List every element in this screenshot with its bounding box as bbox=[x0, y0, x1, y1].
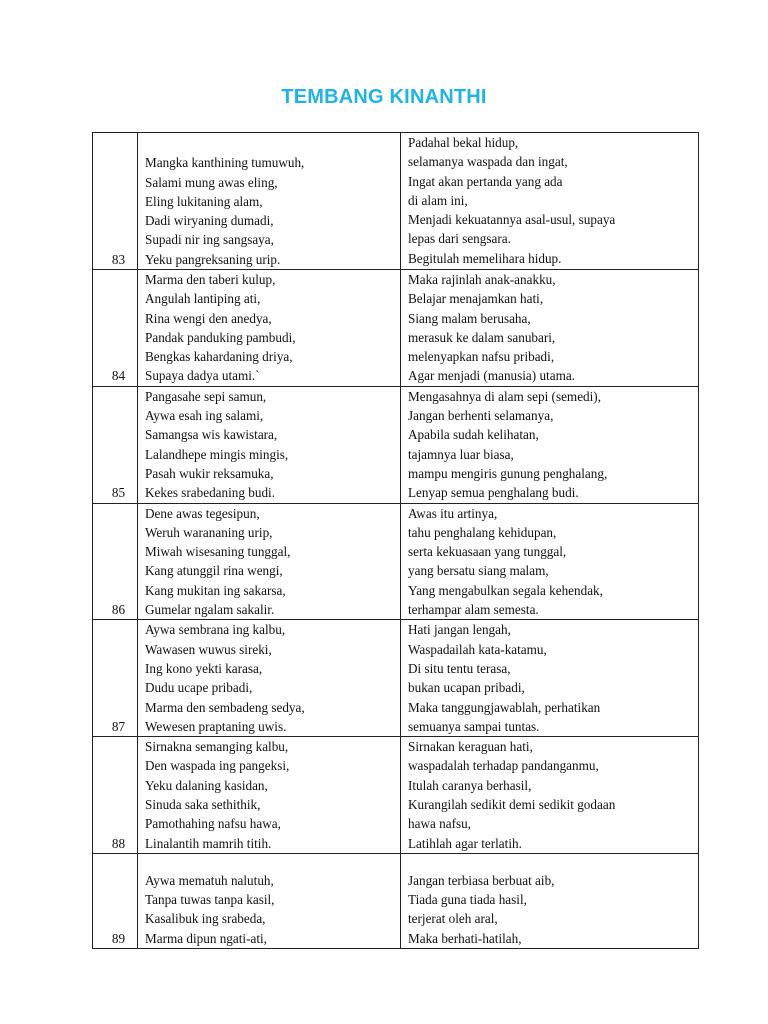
stanza-row bbox=[93, 620, 699, 737]
indonesian-line: Agar menjadi (manusia) utama. bbox=[408, 368, 575, 384]
stanza-number: 86 bbox=[93, 503, 138, 620]
javanese-line: Wewesen praptaning uwis. bbox=[145, 718, 287, 734]
javanese-line: Miwah wisesaning tunggal, bbox=[145, 544, 291, 560]
indonesian-line: Belajar menajamkan hati, bbox=[408, 291, 544, 307]
javanese-line: Supadi nir ing sangsaya, bbox=[145, 232, 274, 248]
javanese-line: Marma dipun ngati-ati, bbox=[145, 930, 267, 946]
javanese-line: Kasalibuk ing srabeda, bbox=[145, 911, 266, 927]
javanese-line: Ing kono yekti karasa, bbox=[145, 660, 263, 676]
stanza-row bbox=[93, 386, 699, 503]
javanese-line: Kang mukitan ing sakarsa, bbox=[145, 582, 286, 598]
javanese-line: Samangsa wis kawistara, bbox=[145, 427, 278, 443]
indonesian-line: serta kekuasaan yang tunggal, bbox=[408, 544, 567, 560]
stanza-row bbox=[93, 270, 699, 387]
indonesian-line: yang bersatu siang malam, bbox=[408, 563, 549, 579]
indonesian-translation-cell bbox=[401, 620, 699, 737]
indonesian-line: Hati jangan lengah, bbox=[408, 622, 511, 638]
indonesian-translation-cell bbox=[401, 270, 699, 387]
indonesian-translation-cell bbox=[401, 386, 699, 503]
javanese-line: Angulah lantiping ati, bbox=[145, 291, 261, 307]
javanese-verse-cell bbox=[138, 503, 401, 620]
indonesian-line: Maka rajinlah anak-anakku, bbox=[408, 272, 556, 287]
indonesian-line: terjerat oleh aral, bbox=[408, 911, 498, 927]
indonesian-line: Awas itu artinya, bbox=[408, 505, 498, 521]
indonesian-translation-cell bbox=[401, 503, 699, 620]
javanese-line: Dene awas tegesipun, bbox=[145, 505, 260, 521]
javanese-line: Rina wengi den anedya, bbox=[145, 310, 272, 326]
javanese-line: Pamothahing nafsu hawa, bbox=[145, 816, 281, 832]
javanese-line: Supaya dadya utami.` bbox=[145, 368, 260, 384]
indonesian-line: Tiada guna tiada hasil, bbox=[408, 892, 527, 908]
javanese-line: Linalantih mamrih titih. bbox=[145, 835, 272, 851]
indonesian-line: Jangan berhenti selamanya, bbox=[408, 408, 554, 424]
indonesian-line: Yang mengabulkan segala kehendak, bbox=[408, 582, 603, 598]
indonesian-line: Waspadailah kata-katamu, bbox=[408, 641, 547, 657]
indonesian-line: lepas dari sengsara. bbox=[408, 231, 511, 247]
stanza-number: 87 bbox=[93, 620, 138, 737]
javanese-verse-cell bbox=[138, 620, 401, 737]
javanese-verse-cell bbox=[138, 737, 401, 854]
javanese-line: Dadi wiryaning dumadi, bbox=[145, 213, 274, 229]
indonesian-line: hawa nafsu, bbox=[408, 816, 471, 832]
indonesian-translation-cell bbox=[401, 853, 699, 948]
indonesian-line: merasuk ke dalam sanubari, bbox=[408, 329, 556, 345]
indonesian-line: Begitulah memelihara hidup. bbox=[408, 250, 562, 266]
indonesian-line: Menjadi kekuatannya asal-usul, supaya bbox=[408, 212, 616, 228]
indonesian-translation-cell bbox=[401, 133, 699, 270]
javanese-line: Yeku pangreksaning urip. bbox=[145, 251, 281, 267]
stanza-number: 83 bbox=[93, 133, 138, 270]
indonesian-line: Padahal bekal hidup, bbox=[408, 135, 519, 150]
javanese-line: Mangka kanthining tumuwuh, bbox=[145, 155, 305, 171]
indonesian-line: Di situ tentu terasa, bbox=[408, 660, 511, 676]
indonesian-line: mampu mengiris gunung penghalang, bbox=[408, 465, 608, 481]
javanese-line: Gumelar ngalam sakalir. bbox=[145, 602, 275, 618]
javanese-line: Kang atunggil rina wengi, bbox=[145, 563, 283, 579]
verse-table bbox=[92, 132, 699, 949]
javanese-line: Sinuda saka sethithik, bbox=[145, 797, 261, 813]
verse-table-body bbox=[93, 133, 699, 949]
javanese-line: Marma den sembadeng sedya, bbox=[145, 699, 305, 715]
javanese-line: Aywa sembrana ing kalbu, bbox=[145, 622, 286, 638]
javanese-line: Tanpa tuwas tanpa kasil, bbox=[145, 892, 275, 908]
javanese-line: Pandak panduking pambudi, bbox=[145, 329, 296, 345]
javanese-line: Eling lukitaning alam, bbox=[145, 193, 263, 209]
stanza-number: 89 bbox=[93, 853, 138, 948]
stanza-number: 84 bbox=[93, 270, 138, 387]
javanese-line: Aywa mematuh nalutuh, bbox=[145, 872, 274, 888]
indonesian-line: Ingat akan pertanda yang ada bbox=[408, 173, 563, 189]
javanese-line: Aywa esah ing salami, bbox=[145, 408, 264, 424]
stanza-number: 85 bbox=[93, 386, 138, 503]
indonesian-line: Latihlah agar terlatih. bbox=[408, 835, 522, 851]
indonesian-line: Maka tanggungjawablah, perhatikan bbox=[408, 699, 601, 715]
indonesian-line: melenyapkan nafsu pribadi, bbox=[408, 349, 555, 365]
indonesian-line: semuanya sampai tuntas. bbox=[408, 718, 540, 734]
javanese-verse-cell bbox=[138, 386, 401, 503]
javanese-verse-cell bbox=[138, 270, 401, 387]
indonesian-line: di alam ini, bbox=[408, 192, 468, 208]
javanese-line: Pasah wukir reksamuka, bbox=[145, 465, 274, 481]
indonesian-line: Siang malam berusaha, bbox=[408, 310, 531, 326]
indonesian-line: Apabila sudah kelihatan, bbox=[408, 427, 539, 443]
indonesian-line: bukan ucapan pribadi, bbox=[408, 680, 525, 696]
indonesian-line: Kurangilah sedikit demi sedikit godaan bbox=[408, 797, 616, 813]
stanza-row bbox=[93, 503, 699, 620]
stanza-row bbox=[93, 133, 699, 270]
javanese-verse-cell bbox=[138, 853, 401, 948]
javanese-line: Pangasahe sepi samun, bbox=[145, 388, 267, 404]
javanese-line: Salami mung awas eling, bbox=[145, 174, 278, 190]
stanza-number: 88 bbox=[93, 737, 138, 854]
indonesian-line: Jangan terbiasa berbuat aib, bbox=[408, 872, 555, 888]
javanese-verse-cell bbox=[138, 133, 401, 270]
javanese-line: Wawasen wuwus sireki, bbox=[145, 641, 272, 657]
indonesian-line: tahu penghalang kehidupan, bbox=[408, 524, 557, 540]
javanese-line: Lalandhepe mingis mingis, bbox=[145, 446, 289, 462]
javanese-line: Kekes srabedaning budi. bbox=[145, 485, 276, 501]
indonesian-line: Sirnakan keraguan hati, bbox=[408, 739, 533, 755]
page-title: TEMBANG KINANTHI bbox=[281, 86, 487, 108]
indonesian-line: terhampar alam semesta. bbox=[408, 602, 539, 618]
stanza-row bbox=[93, 737, 699, 854]
indonesian-translation-cell bbox=[401, 737, 699, 854]
indonesian-line: waspadalah terhadap pandanganmu, bbox=[408, 758, 599, 774]
javanese-line: Yeku dalaning kasidan, bbox=[145, 777, 268, 793]
indonesian-line: Mengasahnya di alam sepi (semedi), bbox=[408, 388, 601, 404]
javanese-line: Den waspada ing pangeksi, bbox=[145, 758, 290, 774]
indonesian-line: Maka berhati-hatilah, bbox=[408, 930, 522, 946]
javanese-line: Dudu ucape pribadi, bbox=[145, 680, 253, 696]
indonesian-line: tajamnya luar biasa, bbox=[408, 446, 514, 462]
indonesian-line: Lenyap semua penghalang budi. bbox=[408, 485, 579, 501]
javanese-line: Marma den taberi kulup, bbox=[145, 272, 276, 287]
javanese-line: Bengkas kahardaning driya, bbox=[145, 349, 293, 365]
indonesian-line: Itulah caranya berhasil, bbox=[408, 777, 532, 793]
javanese-line: Sirnakna semanging kalbu, bbox=[145, 739, 289, 755]
indonesian-line: selamanya waspada dan ingat, bbox=[408, 154, 568, 170]
javanese-line: Weruh warananing urip, bbox=[145, 524, 273, 540]
stanza-row bbox=[93, 853, 699, 948]
